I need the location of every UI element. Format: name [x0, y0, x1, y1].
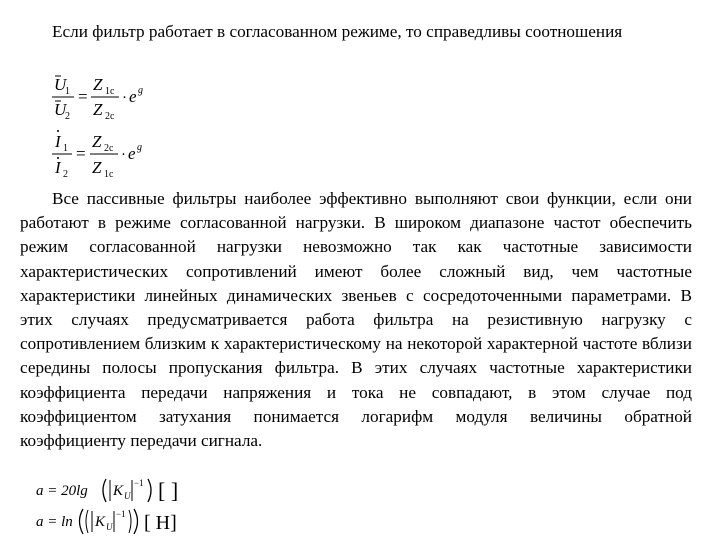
formula-k: K	[95, 514, 106, 530]
formula-z2c: Z	[92, 132, 102, 151]
formula-u1-sub: 1	[65, 86, 70, 97]
formula-unit: [ ]	[158, 478, 179, 503]
formula-i2: I	[55, 158, 61, 177]
formula-equals: =	[76, 144, 86, 163]
formula-z1c: Z	[92, 158, 102, 177]
formula-z1c-sub: 1c	[104, 169, 114, 180]
formula-exp-power: g	[138, 85, 143, 96]
formula-unit: [ Н]	[144, 512, 177, 534]
formula-lhs: a = 20lg	[36, 483, 88, 499]
formula-k-sub: U	[124, 491, 131, 501]
intro-paragraph: Если фильтр работает в согласованном режиме, то справедливы соотношения	[52, 22, 623, 41]
formula-z2c-sub: 2c	[105, 111, 115, 122]
attenuation-db-formula	[36, 477, 216, 505]
formula-equals: =	[78, 87, 88, 106]
attenuation-neper-formula	[36, 507, 216, 537]
formula-i2-sub: 2	[63, 169, 68, 180]
formula-u2-sub: 2	[65, 111, 70, 122]
current-ratio-formula	[52, 125, 162, 183]
body-paragraph: Все пассивные фильтры наиболее эффективно выполняют свои функции, если они работают в режиме согласованной нагрузки. В широком диапазоне частот обеспечить режим согласованной нагрузки невозможно так как частотные зависимости характеристических сопротивлений имеют более сложный вид, чем частотные характеристики линейных динамических звеньев с сосредоточенными параметрами. В этих случаях предусматривается работа фильтра на резистивную нагрузку с сопротивлением близким к характеристическому на некоторой характерной частоте вблизи середины полосы пропускания фильтра. В этих случаях частотные характеристики коэффициента передачи напряжения и тока не совпадают, в этом случае под коэффициентом затухания понимается логарифм модуля величины обратной коэффициенту передачи сигнала.	[20, 189, 692, 451]
formula-z1c-sub: 1c	[105, 86, 115, 97]
formula-u2: U	[54, 100, 67, 119]
formula-dot: ·	[121, 147, 126, 163]
formula-dot: ·	[122, 90, 127, 106]
formula-power: −1	[116, 509, 126, 519]
formula-z1c: Z	[93, 75, 103, 94]
formula-lhs: a = ln	[36, 514, 73, 530]
formula-i1: I	[55, 132, 61, 151]
formula-k: K	[113, 483, 124, 499]
formula-exp-power: g	[137, 142, 142, 153]
formula-i1-sub: 1	[63, 143, 68, 154]
voltage-ratio-formula	[52, 68, 162, 122]
formula-exp-base: e	[128, 144, 136, 163]
formula-u1: U	[54, 75, 67, 94]
formula-k-sub: U	[106, 522, 113, 532]
formula-exp-base: e	[129, 87, 137, 106]
formula-z2c-sub: 2c	[104, 143, 114, 154]
formula-z2c: Z	[93, 100, 103, 119]
formula-power: −1	[134, 478, 144, 488]
